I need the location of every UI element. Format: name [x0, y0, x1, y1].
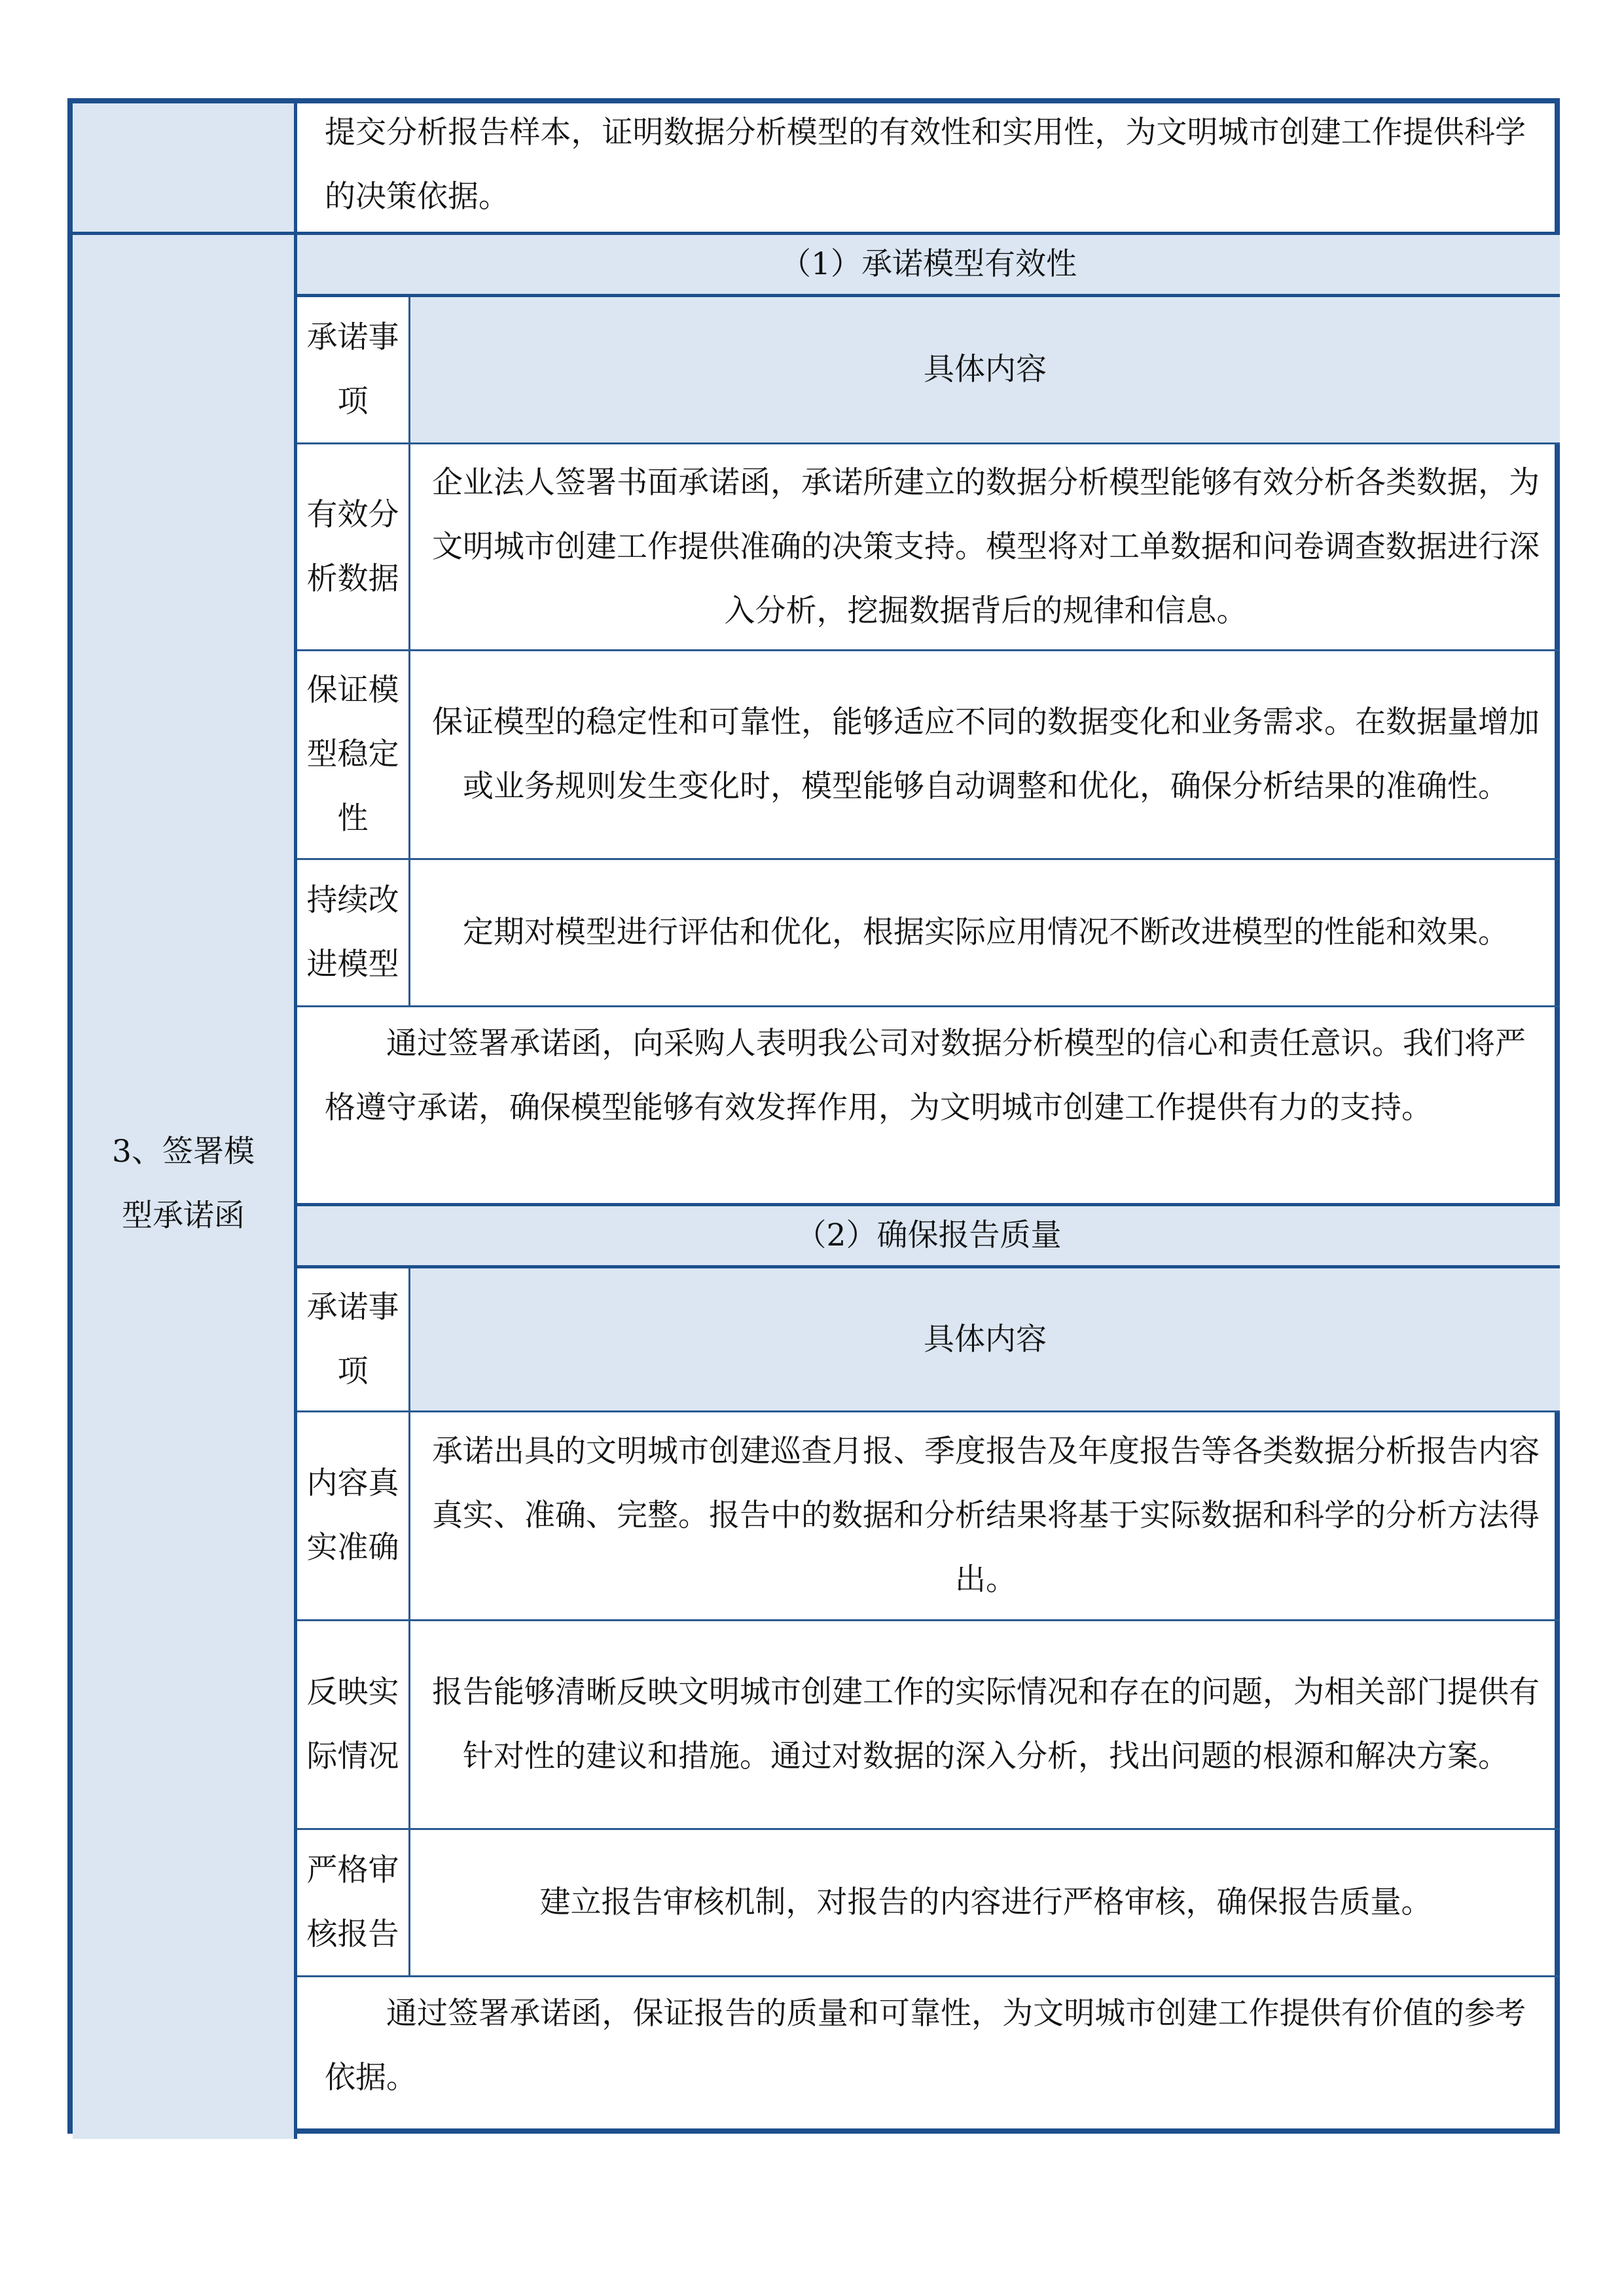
part1-heading-cell	[297, 235, 1560, 294]
part2-col-content: 具体内容	[924, 1321, 1047, 1357]
commitment-table	[67, 98, 1560, 2134]
part1-column-divider	[408, 297, 410, 1005]
part2-row3-item-cell	[297, 1830, 408, 1975]
part1-row1-content: 企业法人签署书面承诺函，承诺所建立的数据分析模型能够有效分析各类数据，为文明城市创建工作提供准确的决策支持。模型将对工单数据和问卷调查数据进行深入分析，挖掘数据背后的规律和信息。	[432, 464, 1540, 629]
part2-row1-content: 承诺出具的文明城市创建巡查月报、季度报告及年度报告等各类数据分析报告内容真实、准确、完整。报告中的数据和分析结果将基于实际数据和科学的分析方法得出。	[432, 1433, 1540, 1598]
part2-row3-item: 严格审核报告	[306, 1852, 399, 1952]
part1-row1-content-cell	[420, 444, 1552, 649]
part2-col-item-cell	[297, 1268, 408, 1410]
part1-col-item-cell	[297, 297, 408, 442]
part1-row3-content: 定期对模型进行评估和优化，根据实际应用情况不断改进模型的性能和效果。	[463, 914, 1509, 950]
part1-row2-item-cell	[297, 651, 408, 858]
part2-row2-content-cell	[420, 1621, 1552, 1828]
part1-row1-item-cell	[297, 444, 408, 649]
part2-row1-item-cell	[297, 1412, 408, 1619]
part2-row2-item: 反映实际情况	[306, 1674, 399, 1774]
top-row-text: 提交分析报告样本，证明数据分析模型的有效性和实用性，为文明城市创建工作提供科学的决策依据。	[325, 115, 1526, 215]
part1-col-item: 承诺事项	[306, 319, 399, 420]
part2-row2-content: 报告能够清晰反映文明城市创建工作的实际情况和存在的问题，为相关部门提供有针对性的建议和措施。通过对数据的深入分析，找出问题的根源和解决方案。	[432, 1674, 1540, 1774]
part2-col-content-cell	[410, 1268, 1560, 1410]
part1-row3-item-cell	[297, 860, 408, 1005]
part2-row3-content-cell	[420, 1830, 1552, 1975]
part2-row1-item: 内容真实准确	[306, 1465, 399, 1566]
part1-row2-item: 保证模型稳定性	[306, 672, 399, 836]
part1-summary: 通过签署承诺函，向采购人表明我公司对数据分析模型的信心和责任意识。我们将严格遵守承诺，确保模型能够有效发挥作用，为文明城市创建工作提供有力的支持。	[325, 1026, 1526, 1126]
part1-row3-content-cell	[420, 860, 1552, 1005]
part1-col-content: 具体内容	[924, 351, 1047, 387]
part1-row1-item: 有效分析数据	[306, 496, 399, 597]
part2-col-item: 承诺事项	[306, 1289, 399, 1390]
part1-row2-content: 保证模型的稳定性和可靠性，能够适应不同的数据变化和业务需求。在数据量增加或业务规则发生变化时，模型能够自动调整和优化，确保分析结果的准确性。	[432, 704, 1540, 804]
section-label: 3、签署模型承诺函	[112, 1134, 255, 1234]
part2-heading-cell	[297, 1206, 1560, 1265]
divider	[297, 1005, 1560, 1007]
section-label-cell	[73, 235, 294, 2133]
divider	[297, 1975, 1560, 1977]
part1-row2-content-cell	[420, 651, 1552, 858]
part2-row3-content: 建立报告审核机制，对报告的内容进行严格审核，确保报告质量。	[539, 1884, 1432, 1920]
part2-summary: 通过签署承诺函，保证报告的质量和可靠性，为文明城市创建工作提供有价值的参考依据。	[325, 1996, 1526, 2096]
part2-heading: （2）确保报告质量	[795, 1217, 1062, 1253]
part2-row2-item-cell	[297, 1621, 408, 1828]
part2-column-divider	[408, 1268, 410, 1975]
part1-row3-item: 持续改进模型	[306, 882, 399, 982]
part1-heading: （1）承诺模型有效性	[780, 246, 1077, 282]
part1-col-content-cell	[410, 297, 1560, 442]
part2-row1-content-cell	[420, 1412, 1552, 1619]
